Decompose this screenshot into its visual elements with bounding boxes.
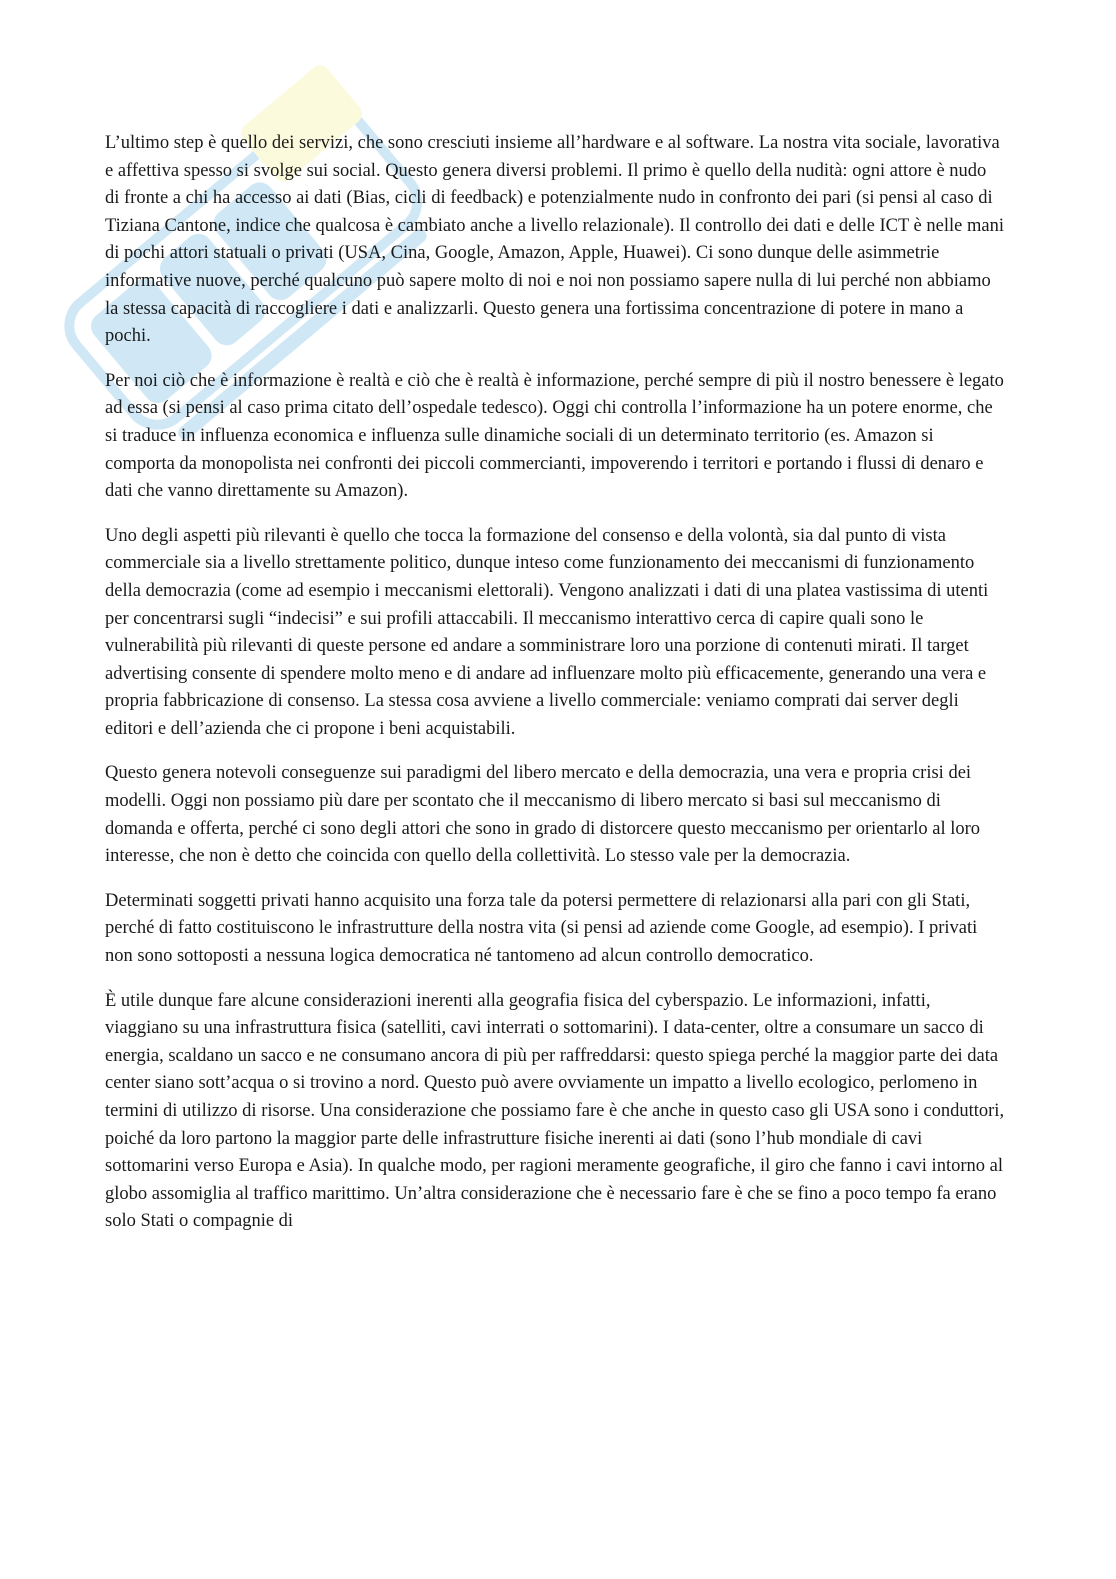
paragraph-1: L’ultimo step è quello dei servizi, che sono cresciuti insieme all’hardware e al software. La nostra vita sociale, lavorativa e affettiva spesso si svolge sui social. Questo genera diversi problemi. Il primo è quello della nudità: ogni attore è nudo di fronte a chi ha accesso ai dati (Bias, cicli di feedback) e potenzialmente nudo in confronto dei pari (si pensi al caso di Tiziana Cantone, indice che qualcosa è cambiato anche a livello relazionale). Il controllo dei dati e delle ICT è nelle mani di pochi attori statuali o privati (USA, Cina, Google, Amazon, Apple, Huawei). Ci sono dunque delle asimmetrie informative nuove, perché qualcuno può sapere molto di noi e noi non possiamo sapere nulla di lui perché non abbiamo la stessa capacità di raccogliere i dati e analizzarli. Questo genera una fortissima concentrazione di potere in mano a pochi. xyxy=(105,133,1004,347)
document-body xyxy=(105,130,1005,1253)
paragraph-5: Determinati soggetti privati hanno acquisito una forza tale da potersi permettere di relazionarsi alla pari con gli Stati, perché di fatto costituiscono le infrastrutture della nostra vita (si pensi ad aziende come Google, ad esempio). I privati non sono sottoposti a nessuna logica democratica né tantomeno ad alcun controllo democratico. xyxy=(105,890,978,967)
paragraph-4: Questo genera notevoli conseguenze sui paradigmi del libero mercato e della democrazia, una vera e propria crisi dei modelli. Oggi non possiamo più dare per scontato che il meccanismo di libero mercato si basi sul meccanismo di domanda e offerta, perché ci sono degli attori che sono in grado di distorcere questo meccanismo per orientarlo al loro interesse, che non è detto che coincida con quello della collettività. Lo stesso vale per la democrazia. xyxy=(105,763,981,867)
paragraph-6: È utile dunque fare alcune considerazioni inerenti alla geografia fisica del cyberspazio. Le informazioni, infatti, viaggiano su una infrastruttura fisica (satelliti, cavi interrati o sottomarini). I data-center, oltre a consumare un sacco di energia, scaldano un sacco e ne consumano ancora di più per raffreddarsi: questo spiega perché la maggior parte dei data center siano sott’acqua o si trovino a nord. Questo può avere ovviamente un impatto a livello ecologico, perlomeno in termini di utilizzo di risorse. Una considerazione che possiamo fare è che anche in questo caso gli USA sono i conduttori, poiché da loro partono la maggior parte delle infrastrutture fisiche inerenti ai dati (sono l’hub mondiale di cavi sottomarini verso Europa e Asia). In qualche modo, per ragioni meramente geografiche, il giro che fanno i cavi intorno al globo assomiglia al traffico marittimo. Un’altra considerazione che è necessario fare è che se fino a poco tempo fa erano solo Stati o compagnie di xyxy=(105,990,1005,1232)
paragraph-2: Per noi ciò che è informazione è realtà e ciò che è realtà è informazione, perché sempre di più il nostro benessere è legato ad essa (si pensi al caso prima citato dell’ospedale tedesco). Oggi chi controlla l’informazione ha un potere enorme, che si traduce in influenza economica e influenza sulle dinamiche sociali di un determinato territorio (es. Amazon si comporta da monopolista nei confronti dei piccoli commercianti, impoverendo i territori e portando i flussi di denaro e dati che vanno direttamente su Amazon). xyxy=(105,370,1004,502)
paragraph-3: Uno degli aspetti più rilevanti è quello che tocca la formazione del consenso e della volontà, sia dal punto di vista commerciale sia a livello strettamente politico, dunque inteso come funzionamento dei meccanismi di funzionamento della democrazia (come ad esempio i meccanismi elettorali). Vengono analizzati i dati di una platea vastissima di utenti per concentrarsi sugli “indecisi” e sui profili attaccabili. Il meccanismo interattivo cerca di capire quali sono le vulnerabilità più rilevanti di queste persone ed andare a somministrare loro una porzione di contenuti mirati. Il target advertising consente di spendere molto meno e di andare ad influenzare molto più efficacemente, generando una vera e propria fabbricazione di consenso. La stessa cosa avviene a livello commerciale: veniamo comprati dai server degli editori e dell’azienda che ci propone i beni acquistabili. xyxy=(105,525,989,739)
